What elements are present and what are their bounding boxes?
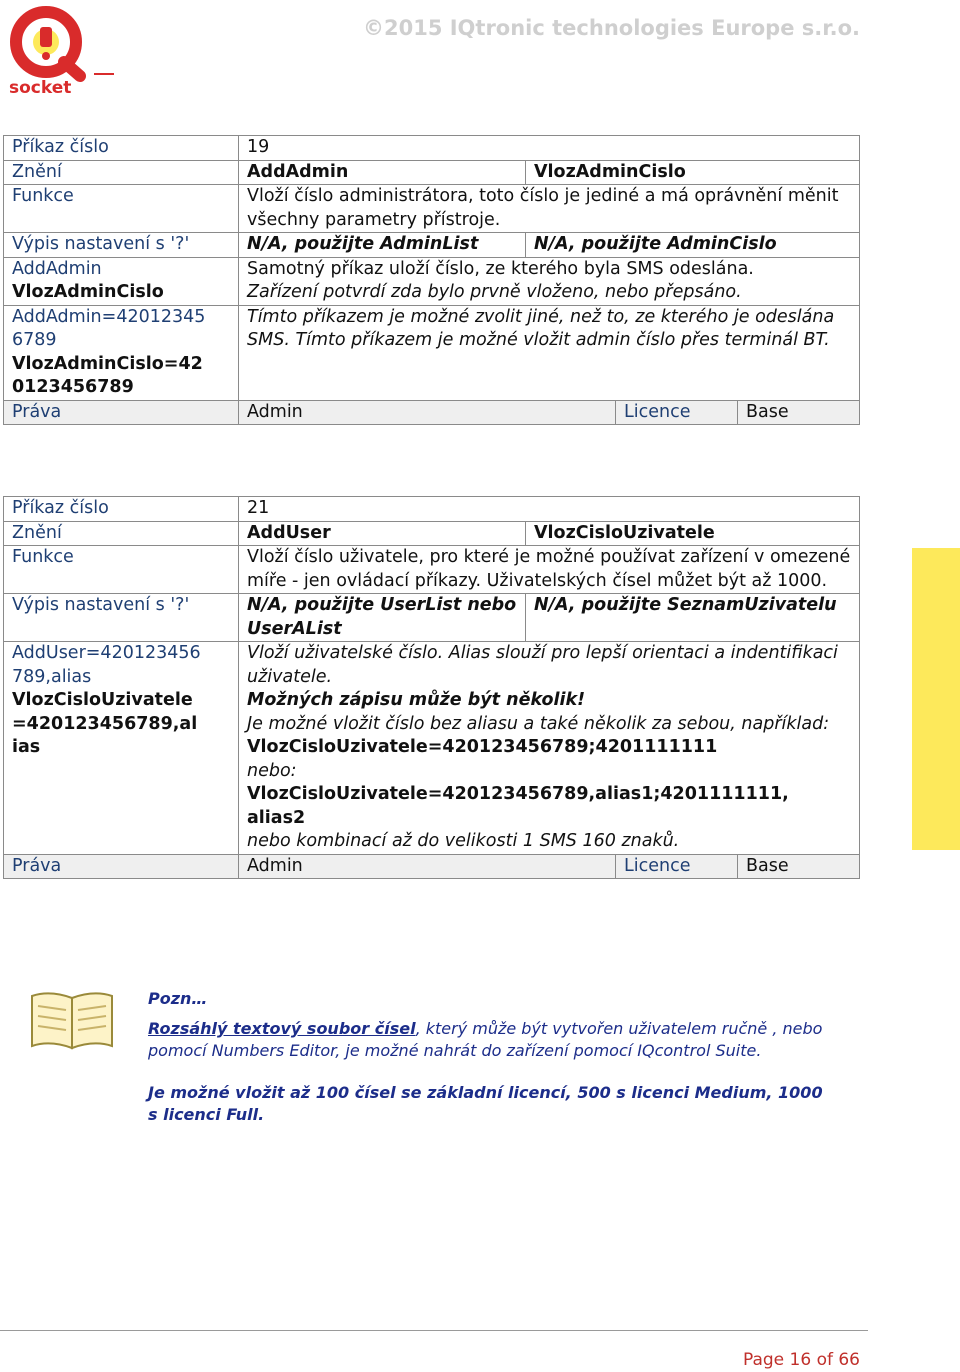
footer-divider (0, 1330, 868, 1331)
zneni-label: Znění (4, 521, 239, 546)
command-21-table (3, 496, 860, 879)
prikaz-value: 21 (239, 497, 860, 522)
licence-value: Base (738, 400, 860, 425)
table-row (4, 185, 860, 233)
addadmin-label: AddAdmin (4, 257, 239, 281)
side-accent-bar (912, 548, 960, 850)
command-19-table (3, 135, 860, 425)
svg-text:socket: socket (9, 78, 72, 96)
table-row (4, 497, 860, 522)
example-cell (4, 305, 239, 400)
table-row (4, 594, 860, 642)
zneni-value-1: AddAdmin (239, 160, 526, 185)
licence-label: Licence (616, 854, 738, 879)
table-row (4, 642, 860, 855)
note-title: Pozn… (148, 989, 208, 1008)
note-text-1: , který může být vytvořen uživatelem ručně , nebo pomocí Numbers Editor, je možné nahrát do zařízení pomocí IQcontrol Suite. (148, 1019, 823, 1060)
funkce-label: Funkce (4, 546, 239, 594)
table-row (4, 546, 860, 594)
funkce-label: Funkce (4, 185, 239, 233)
desc-1: Vloží uživatelské číslo. Alias slouží pro lepší orientaci a indentifikaci uživatele. (247, 643, 838, 687)
example-1: AddUser=420123456 789,alias (12, 643, 201, 687)
table-row (4, 281, 860, 305)
example-cell (4, 642, 239, 855)
example-2: VlozCisloUzivatele =420123456789,al ias (12, 690, 198, 757)
desc-cell (239, 642, 860, 855)
desc-2: Možných zápisu může být několik! (247, 690, 586, 710)
table-row (4, 257, 860, 281)
vypis-label: Výpis nastavení s '?' (4, 233, 239, 258)
desc-3: Je možné vložit číslo bez aliasu a také několik za sebou, například: (247, 713, 830, 734)
copyright: ©2015 IQtronic technologies Europe s.r.o. (362, 16, 860, 40)
table-row (4, 400, 860, 425)
table-row (4, 136, 860, 161)
table-row (4, 233, 860, 258)
example-2: VlozAdminCislo=42 0123456789 (12, 353, 203, 397)
zneni-value-2: VlozCisloUzivatele (526, 521, 860, 546)
desc-4: VlozCisloUzivatele=420123456789;4201111111 (247, 737, 718, 757)
licence-label: Licence (616, 400, 738, 425)
prava-label: Práva (4, 854, 239, 879)
note-paragraph-1 (148, 1018, 828, 1061)
vloz-desc: Zařízení potvrdí zda bylo prvně vloženo, nebo přepsáno. (239, 281, 860, 305)
zneni-value-1: AddUser (239, 521, 526, 546)
prava-value: Admin (239, 400, 616, 425)
desc-7: nebo kombinací až do velikosti 1 SMS 160 znaků. (247, 831, 680, 851)
page-number: Page 16 of 66 (742, 1350, 860, 1370)
prikaz-label: Příkaz číslo (4, 497, 239, 522)
addadmin-desc: Samotný příkaz uloží číslo, ze kterého byla SMS odeslána. (239, 257, 860, 281)
vypis-value-1: N/A, použijte AdminList (239, 233, 526, 258)
prikaz-label: Příkaz číslo (4, 136, 239, 161)
zneni-value-2: VlozAdminCislo (526, 160, 860, 185)
licence-value: Base (738, 854, 860, 879)
book-icon (28, 990, 116, 1052)
zneni-label: Znění (4, 160, 239, 185)
funkce-value: Vloží číslo administrátora, toto číslo je jediné a má oprávnění měnit všechny parametry přístroje. (239, 185, 860, 233)
desc-5: nebo: (247, 760, 297, 781)
vypis-label: Výpis nastavení s '?' (4, 594, 239, 642)
table-row (4, 521, 860, 546)
prava-label: Práva (4, 400, 239, 425)
vloz-label: VlozAdminCislo (4, 281, 239, 305)
numbers-file-link[interactable]: Rozsáhlý textový soubor čísel (148, 1019, 416, 1038)
table-row (4, 854, 860, 879)
funkce-value: Vloží číslo uživatele, pro které je možné používat zařízení v omezené míře - jen ovládací příkazy. Uživatelských čísel můžet být až 1000. (239, 546, 860, 594)
vypis-value-1: N/A, použijte UserList nebo UserAList (239, 594, 526, 642)
table-row (4, 305, 860, 400)
note-paragraph-2: Je možné vložit až 100 čísel se základní licencí, 500 s licenci Medium, 1000 s licenci Full. (148, 1083, 823, 1124)
example-desc: Tímto příkazem je možné zvolit jiné, než to, ze kterého je odeslána SMS. Tímto příkazem je možné vložit admin číslo přes terminál BT. (239, 305, 860, 400)
example-1: AddAdmin=42012345 6789 (12, 306, 206, 350)
table-row (4, 160, 860, 185)
iqsocket-logo (6, 4, 118, 96)
prikaz-value: 19 (239, 136, 860, 161)
vypis-value-2: N/A, použijte AdminCislo (526, 233, 860, 258)
desc-6: VlozCisloUzivatele=420123456789,alias1;4201111111, alias2 (247, 784, 789, 828)
prava-value: Admin (239, 854, 616, 879)
vypis-value-2: N/A, použijte SeznamUzivatelu (526, 594, 860, 642)
